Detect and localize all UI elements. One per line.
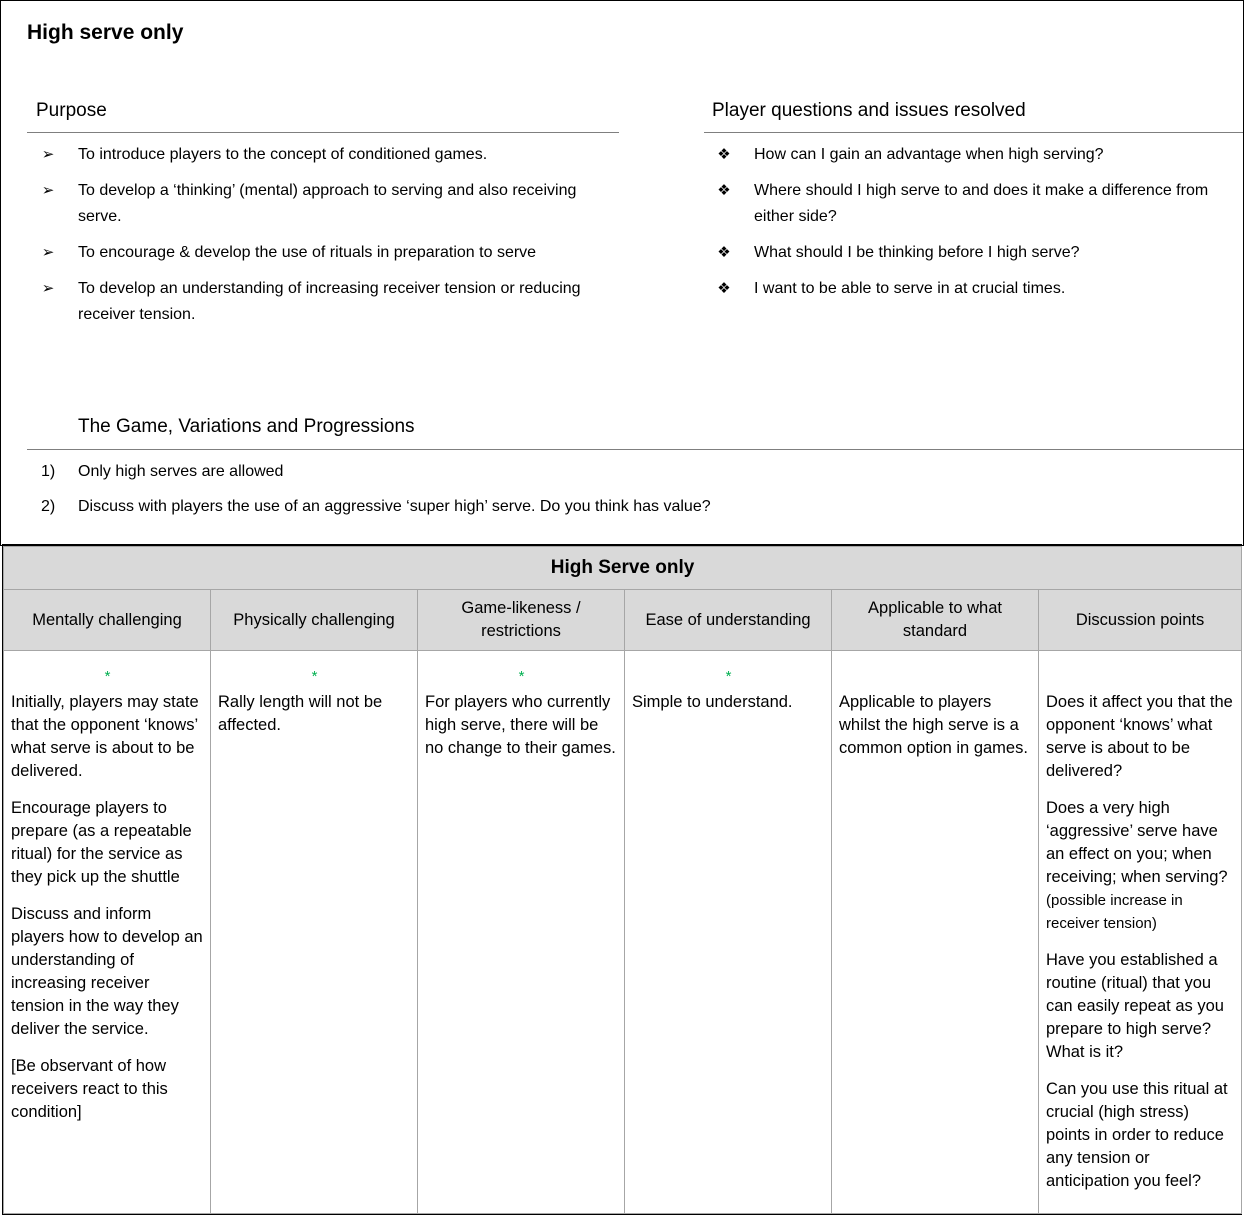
diamond-bullet-icon: ❖ (717, 182, 731, 199)
column-header: Game-likeness / restrictions (418, 590, 625, 651)
column-header: Discussion points (1039, 590, 1242, 651)
cell-paragraph: Can you use this ritual at crucial (high stress) points in order to reduce any tension or anticipation you feel? (1046, 1080, 1228, 1190)
cell-paragraph: Encourage players to prepare (as a repeatable ritual) for the service as they pick up the shuttle (11, 799, 192, 886)
physical-cell (211, 651, 418, 1214)
table-title: High Serve only (4, 547, 1242, 590)
diamond-bullet-icon: ❖ (717, 280, 731, 297)
game-likeness-cell (418, 651, 625, 1214)
standard-cell (832, 651, 1039, 1214)
column-header: Mentally challenging (4, 590, 211, 651)
cell-paragraph: Rally length will not be affected. (218, 693, 383, 734)
column-header: Ease of understanding (625, 590, 832, 651)
cell-paragraph: For players who currently high serve, there will be no change to their games. (425, 693, 616, 757)
rating-star: * (104, 668, 111, 685)
arrow-bullet-icon: ➢ (41, 280, 55, 297)
cell-paragraph: Have you established a routine (ritual) that you can easily repeat as you prepare to high serve? What is it? (1046, 951, 1224, 1061)
cell-paragraph: Discuss and inform players how to develop an understanding of increasing receiver tension in the way they deliver the service. (11, 905, 203, 1038)
list-item: ❖ I want to be able to serve in at crucial times. (712, 276, 1227, 302)
diamond-bullet-icon: ❖ (717, 146, 731, 163)
rating-star: * (725, 668, 732, 685)
evaluation-table (2, 544, 1242, 1215)
cell-paragraph: Simple to understand. (632, 693, 793, 711)
list-item: ➢ To introduce players to the concept of conditioned games. (36, 142, 596, 168)
arrow-bullet-icon: ➢ (41, 146, 55, 163)
diamond-bullet-icon: ❖ (717, 244, 731, 261)
list-item: ➢ To develop an understanding of increasing receiver tension or reducing receiver tension. (36, 276, 596, 328)
list-item: 2) Discuss with players the use of an aggressive ‘super high’ serve. Do you think has value? (41, 498, 711, 515)
cell-paragraph: Applicable to players whilst the high serve is a common option in games. (839, 693, 1028, 757)
purpose-divider (27, 132, 619, 133)
column-header: Applicable to what standard (832, 590, 1039, 651)
cell-paragraph: Does a very high ‘aggressive’ serve have an effect on you; when receiving; when serving? (possible increase in receiver tension) (1046, 799, 1228, 932)
column-header: Physically challenging (211, 590, 418, 651)
rating-star: * (311, 668, 318, 685)
game-heading: The Game, Variations and Progressions (78, 416, 415, 437)
purpose-list (36, 142, 596, 338)
game-divider (27, 449, 1243, 450)
list-item: ❖ Where should I high serve to and does it make a difference from either side? (712, 178, 1227, 230)
list-item: 1) Only high serves are allowed (41, 463, 284, 480)
cell-paragraph: [Be observant of how receivers react to this condition] (11, 1057, 168, 1121)
player-questions-heading: Player questions and issues resolved (712, 100, 1026, 121)
list-item: ❖ How can I gain an advantage when high serving? (712, 142, 1227, 168)
arrow-bullet-icon: ➢ (41, 182, 55, 199)
list-item: ➢ To develop a ‘thinking’ (mental) approach to serving and also receiving serve. (36, 178, 596, 230)
arrow-bullet-icon: ➢ (41, 244, 55, 261)
player-questions-list (712, 142, 1227, 312)
purpose-heading: Purpose (36, 100, 107, 121)
list-item: ➢ To encourage & develop the use of rituals in preparation to serve (36, 240, 596, 266)
overview-section (0, 0, 1244, 546)
discussion-cell (1039, 651, 1242, 1214)
document-title: High serve only (27, 21, 184, 44)
ease-cell (625, 651, 832, 1214)
mental-cell (4, 651, 211, 1214)
cell-paragraph: Initially, players may state that the opponent ‘knows’ what serve is about to be delivered. (11, 693, 199, 780)
player-questions-divider (704, 132, 1243, 133)
note-text: (possible increase in receiver tension) (1046, 892, 1183, 932)
list-item: ❖ What should I be thinking before I high serve? (712, 240, 1227, 266)
game-list (41, 459, 711, 529)
rating-star: * (518, 668, 525, 685)
cell-paragraph: Does it affect you that the opponent ‘knows’ what serve is about to be delivered? (1046, 693, 1233, 780)
